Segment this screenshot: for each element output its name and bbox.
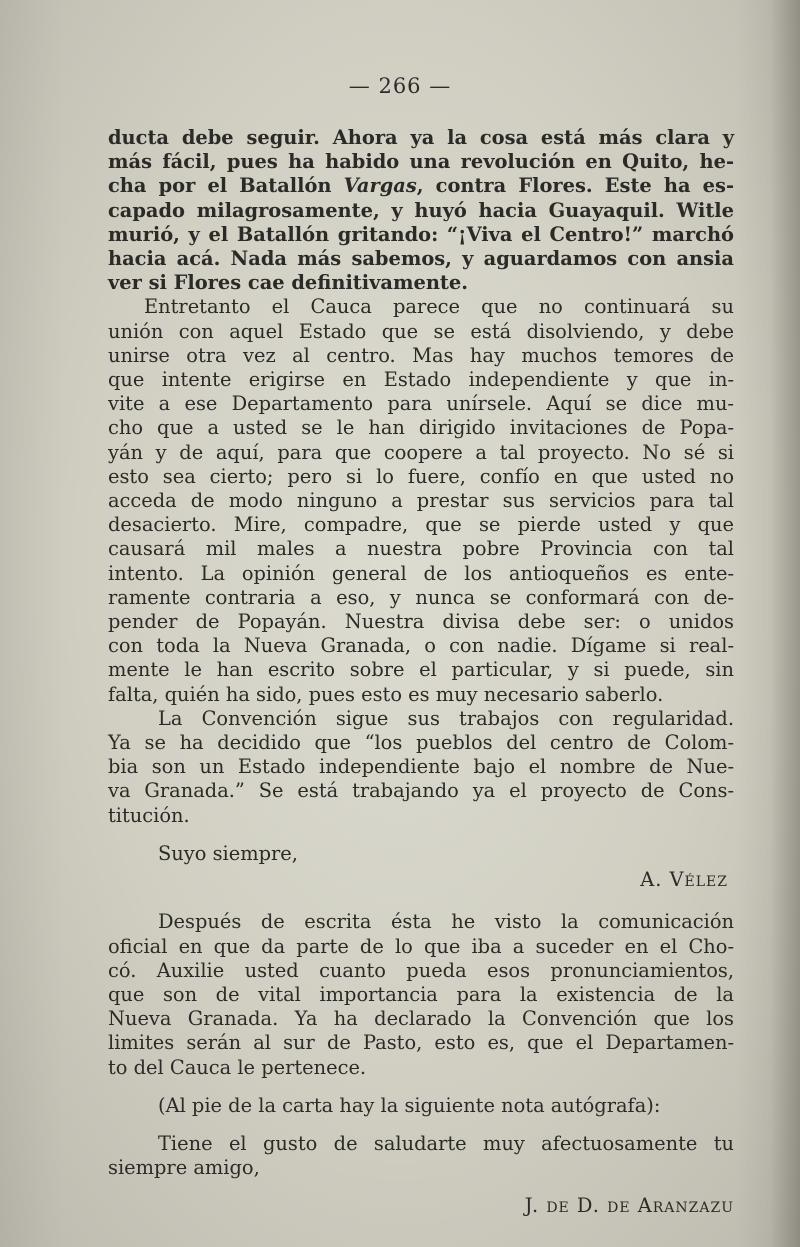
text-fragment: , contra Flores. Este ha es-	[416, 174, 734, 198]
text-line: esto sea cierto; pero si lo fuere, confío en que usted no	[108, 464, 734, 488]
text-line: causará mil males a nuestra pobre Provincia con tal	[108, 537, 734, 561]
text-line: bia son un Estado independiente bajo el nombre de Nue-	[108, 755, 734, 779]
text-line: ver si Flores cae definitivamente.	[108, 271, 468, 295]
paragraph-2	[108, 295, 734, 706]
text-line: Ya se ha decidido que “los pueblos del centro de Colom-	[108, 731, 734, 755]
text-line: unión con aquel Estado que se está disolviendo, y debe	[108, 319, 734, 343]
text-line: más fácil, pues ha habido una revolución en Quito, he-	[108, 150, 734, 174]
letter-body	[108, 126, 734, 1219]
text-line: Después de escrita ésta he visto la comunicación	[158, 910, 734, 934]
paragraph-4	[108, 910, 734, 1079]
text-fragment: cha por el Batallón	[108, 174, 344, 198]
page-edge-shadow	[770, 0, 800, 1247]
closing-line: Suyo siempre,	[158, 841, 298, 865]
text-line: to del Cauca le pertenece.	[108, 1055, 367, 1079]
text-line: murió, y el Batallón gritando: “¡Viva el Centro!” marchó	[108, 222, 734, 246]
text-line: acceda de modo ninguno a prestar sus servicios para tal	[108, 489, 734, 513]
text-line	[108, 174, 734, 198]
text-line: intento. La opinión general de los antioqueños es ente-	[108, 561, 734, 585]
text-line: que intente erigirse en Estado independiente y que in-	[108, 368, 734, 392]
text-line: capado milagrosamente, y huyó hacia Guayaquil. Witle	[108, 198, 734, 222]
text-line: mente le han escrito sobre el particular, y si puede, sin	[108, 658, 734, 682]
signature-velez: A. Vélez	[640, 868, 728, 892]
text-line: vite a ese Departamento para unírsele. Aquí se dice mu-	[108, 392, 734, 416]
text-line: Nueva Granada. Ya ha declarado la Convención que los	[108, 1007, 734, 1031]
text-line: có. Auxilie usted cuanto pueda esos pronunciamientos,	[108, 958, 734, 982]
paragraph-3	[108, 707, 734, 828]
editor-note: (Al pie de la carta hay la siguiente nota autógrafa):	[158, 1093, 661, 1117]
text-line: La Convención sigue sus trabajos con regularidad.	[158, 706, 734, 730]
text-line: cho que a usted se le han dirigido invitaciones de Popa-	[108, 416, 734, 440]
text-line: Entretanto el Cauca parece que no continuará su	[144, 295, 734, 319]
text-line: limites serán al sur de Pasto, esto es, que el Departamen-	[108, 1031, 734, 1055]
text-line: que son de vital importancia para la existencia de la	[108, 982, 734, 1006]
italic-fragment: Vargas	[343, 174, 417, 198]
text-line: siempre amigo,	[108, 1156, 260, 1180]
text-line: desacierto. Mire, compadre, que se pierde usted y que	[108, 513, 734, 537]
text-line: titución.	[108, 803, 190, 827]
text-line: ducta debe seguir. Ahora ya la cosa está más clara y	[108, 126, 734, 149]
text-line: hacia acá. Nada más sabemos, y aguardamos con ansia	[108, 247, 734, 271]
text-line: con toda la Nueva Granada, o con nadie. Dígame si real-	[108, 634, 734, 658]
page-number: — 266 —	[348, 74, 452, 98]
text-line: va Granada.” Se está trabajando ya el proyecto de Cons-	[108, 779, 734, 803]
text-line: Tiene el gusto de saludarte muy afectuosamente tu	[158, 1131, 734, 1155]
text-line: oficial en que da parte de lo que iba a suceder en el Cho-	[108, 934, 734, 958]
paragraph-1	[108, 126, 734, 295]
text-line: falta, quién ha sido, pues esto es muy necesario saberlo.	[108, 682, 664, 706]
text-line: ramente contraria a eso, y nunca se conformará con de-	[108, 585, 734, 609]
text-line: pender de Popayán. Nuestra divisa debe ser: o unidos	[108, 610, 734, 634]
signature-aranzazu: J. de D. de Aranzazu	[524, 1194, 734, 1218]
paragraph-5	[108, 1132, 734, 1180]
text-line: yán y de aquí, para que coopere a tal proyecto. No sé si	[108, 440, 734, 464]
text-line: unirse otra vez al centro. Mas hay muchos temores de	[108, 343, 734, 367]
